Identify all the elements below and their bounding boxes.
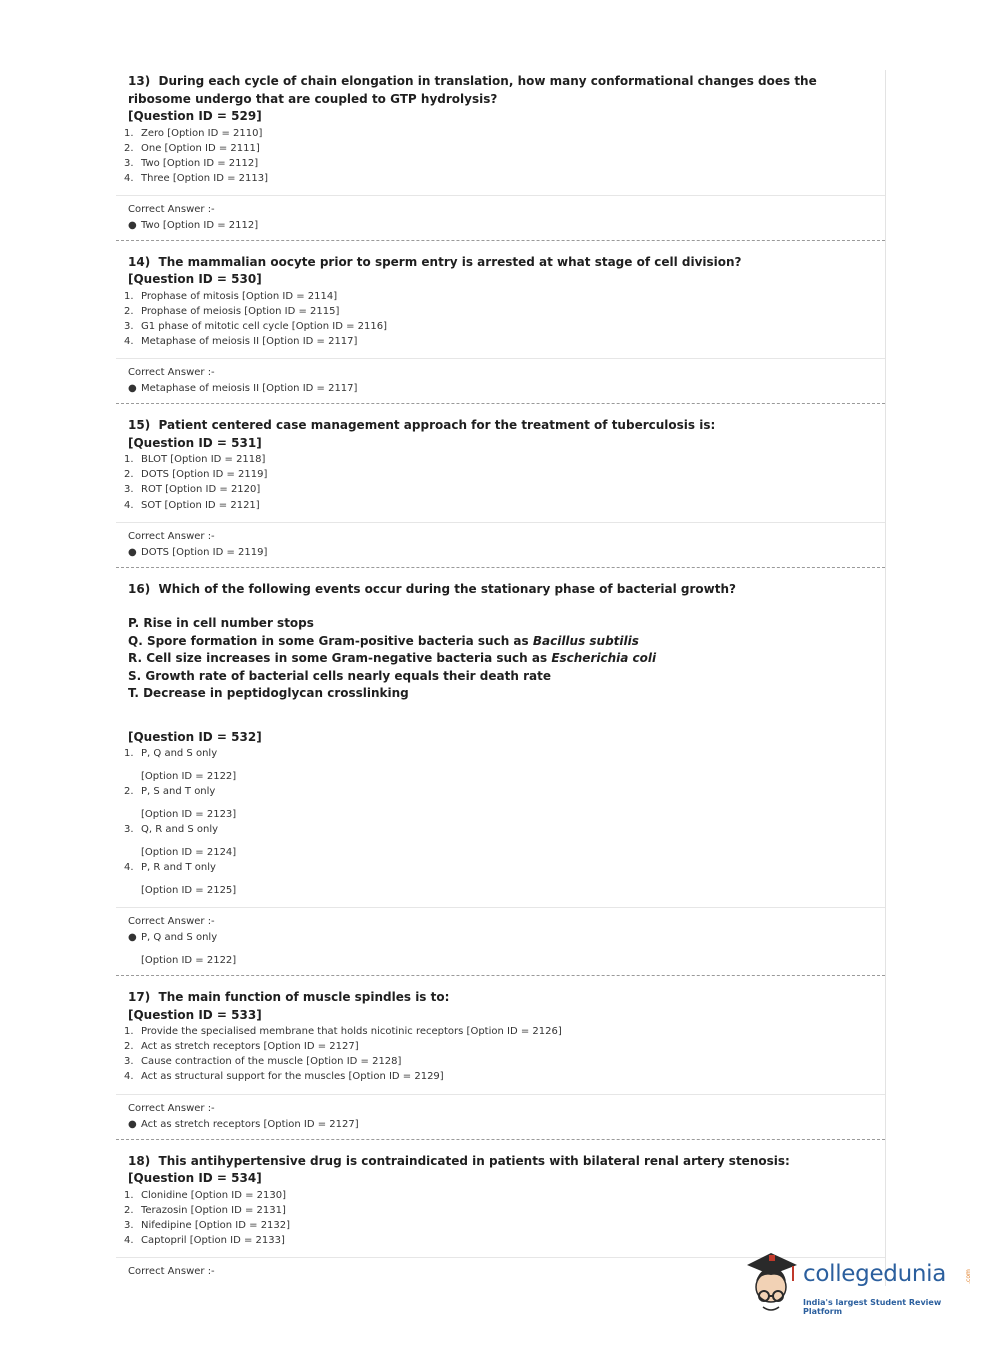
statement-t: T. Decrease in peptidoglycan crosslinking xyxy=(128,686,409,701)
question-14 xyxy=(116,241,885,404)
correct-answer-label: Correct Answer :- xyxy=(128,530,215,542)
correct-answer: ● DOTS [Option ID = 2119] xyxy=(128,545,873,561)
correct-answer-label: Correct Answer :- xyxy=(128,203,215,215)
options-list xyxy=(124,1024,873,1084)
logo-dotcom: .com xyxy=(964,1269,972,1284)
question-body xyxy=(116,241,885,358)
bullet-icon: ● xyxy=(128,932,137,944)
bullet-icon: ● xyxy=(128,219,137,231)
option-item: 3. G1 phase of mitotic cell cycle [Option ID = 2116] xyxy=(124,321,387,333)
correct-answer-block xyxy=(116,1094,885,1139)
option-item: 1. P, Q and S only [Option ID = 2122] xyxy=(124,748,237,783)
question-sheet xyxy=(116,70,886,1286)
question-id: [Question ID = 530] xyxy=(128,272,262,287)
statements xyxy=(128,615,873,703)
bullet-icon: ● xyxy=(128,546,137,558)
statement-s: S. Growth rate of bacterial cells nearly equals their death rate xyxy=(128,668,551,683)
logo-brand-text: collegedunia xyxy=(803,1261,947,1287)
question-id: [Question ID = 534] xyxy=(128,1171,262,1185)
correct-answer: ● Act as stretch receptors [Option ID = 2127] xyxy=(128,1117,873,1133)
question-text: 17) The main function of muscle spindles is to: xyxy=(128,990,450,1005)
correct-answer-label: Correct Answer :- xyxy=(128,1265,215,1277)
statement-p: P. Rise in cell number stops xyxy=(128,616,314,631)
question-text: 15) Patient centered case management approach for the treatment of tuberculosis is: xyxy=(128,418,716,433)
correct-answer-block xyxy=(116,358,885,403)
question-body xyxy=(116,1140,885,1257)
option-item: 4. Act as structural support for the muscles [Option ID = 2129] xyxy=(124,1071,444,1083)
statement-r: R. Cell size increases in some Gram-negative bacteria such as Escherichia coli xyxy=(128,651,657,666)
question-15 xyxy=(116,404,885,567)
question-body xyxy=(116,976,885,1093)
option-item: 4. Captopril [Option ID = 2133] xyxy=(124,1234,285,1246)
option-item: 3. Two [Option ID = 2112] xyxy=(124,157,259,169)
correct-answer: ● Metaphase of meiosis II [Option ID = 2117] xyxy=(128,381,873,397)
question-13 xyxy=(116,70,885,241)
option-item: 2. Act as stretch receptors [Option ID = 2127] xyxy=(124,1041,359,1053)
correct-answer-block xyxy=(116,195,885,240)
option-item: 1. Zero [Option ID = 2110] xyxy=(124,127,263,139)
correct-answer: ● P, Q and S only [Option ID = 2122] xyxy=(128,932,237,967)
collegedunia-logo[interactable] xyxy=(743,1251,973,1321)
options-list xyxy=(124,452,873,512)
question-id: [Question ID = 531] xyxy=(128,435,262,450)
correct-answer-block xyxy=(116,907,885,975)
option-item: 4. P, R and T only [Option ID = 2125] xyxy=(124,862,237,897)
option-item: 3. Q, R and S only [Option ID = 2124] xyxy=(124,824,237,859)
option-item: 4. Metaphase of meiosis II [Option ID = 2117] xyxy=(124,336,358,348)
option-item: 2. Prophase of meiosis [Option ID = 2115] xyxy=(124,305,340,317)
option-item: 1. Clonidine [Option ID = 2130] xyxy=(124,1189,286,1201)
question-id: [Question ID = 532] xyxy=(128,729,262,744)
question-body xyxy=(116,568,885,908)
option-item: 1. Prophase of mitosis [Option ID = 2114] xyxy=(124,290,338,302)
statement-q: Q. Spore formation in some Gram-positive bacteria such as Bacillus subtilis xyxy=(128,633,639,648)
question-body xyxy=(116,70,885,195)
bullet-icon: ● xyxy=(128,383,137,395)
question-text: 18) This antihypertensive drug is contraindicated in patients with bilateral renal artery stenosis: xyxy=(128,1153,790,1168)
option-item: 2. P, S and T only [Option ID = 2123] xyxy=(124,786,237,821)
question-text: 16) Which of the following events occur during the stationary phase of bacterial growth? xyxy=(128,581,736,596)
options-list xyxy=(124,746,873,898)
question-id: [Question ID = 529] xyxy=(128,109,262,123)
options-list xyxy=(124,126,873,186)
question-body xyxy=(116,404,885,521)
bullet-icon: ● xyxy=(128,1118,137,1130)
option-item: 2. DOTS [Option ID = 2119] xyxy=(124,469,268,481)
question-text: 14) The mammalian oocyte prior to sperm entry is arrested at what stage of cell division? xyxy=(128,254,742,269)
option-item: 1. Provide the specialised membrane that holds nicotinic receptors [Option ID = 2126] xyxy=(124,1026,562,1038)
question-id: [Question ID = 533] xyxy=(128,1007,262,1022)
option-item: 4. Three [Option ID = 2113] xyxy=(124,172,269,184)
option-item: 4. SOT [Option ID = 2121] xyxy=(124,499,260,511)
question-16 xyxy=(116,568,885,977)
options-list xyxy=(124,1188,873,1248)
question-text: 13) During each cycle of chain elongation in translation, how many conformational changes does the ribosome undergo that are coupled to GTP hydrolysis? xyxy=(128,74,817,106)
correct-answer-label: Correct Answer :- xyxy=(128,367,215,379)
correct-answer-block xyxy=(116,522,885,567)
correct-answer: ● Two [Option ID = 2112] xyxy=(128,218,873,234)
mascot-icon xyxy=(743,1251,799,1317)
correct-answer-label: Correct Answer :- xyxy=(128,916,215,928)
option-item: 3. ROT [Option ID = 2120] xyxy=(124,484,261,496)
question-17 xyxy=(116,976,885,1139)
option-item: 2. One [Option ID = 2111] xyxy=(124,142,260,154)
logo-tagline: India's largest Student Review Platform xyxy=(803,1298,942,1316)
option-item: 3. Nifedipine [Option ID = 2132] xyxy=(124,1219,291,1231)
option-item: 1. BLOT [Option ID = 2118] xyxy=(124,454,266,466)
options-list xyxy=(124,289,873,349)
correct-answer-label: Correct Answer :- xyxy=(128,1102,215,1114)
option-item: 2. Terazosin [Option ID = 2131] xyxy=(124,1204,286,1216)
option-item: 3. Cause contraction of the muscle [Option ID = 2128] xyxy=(124,1056,402,1068)
